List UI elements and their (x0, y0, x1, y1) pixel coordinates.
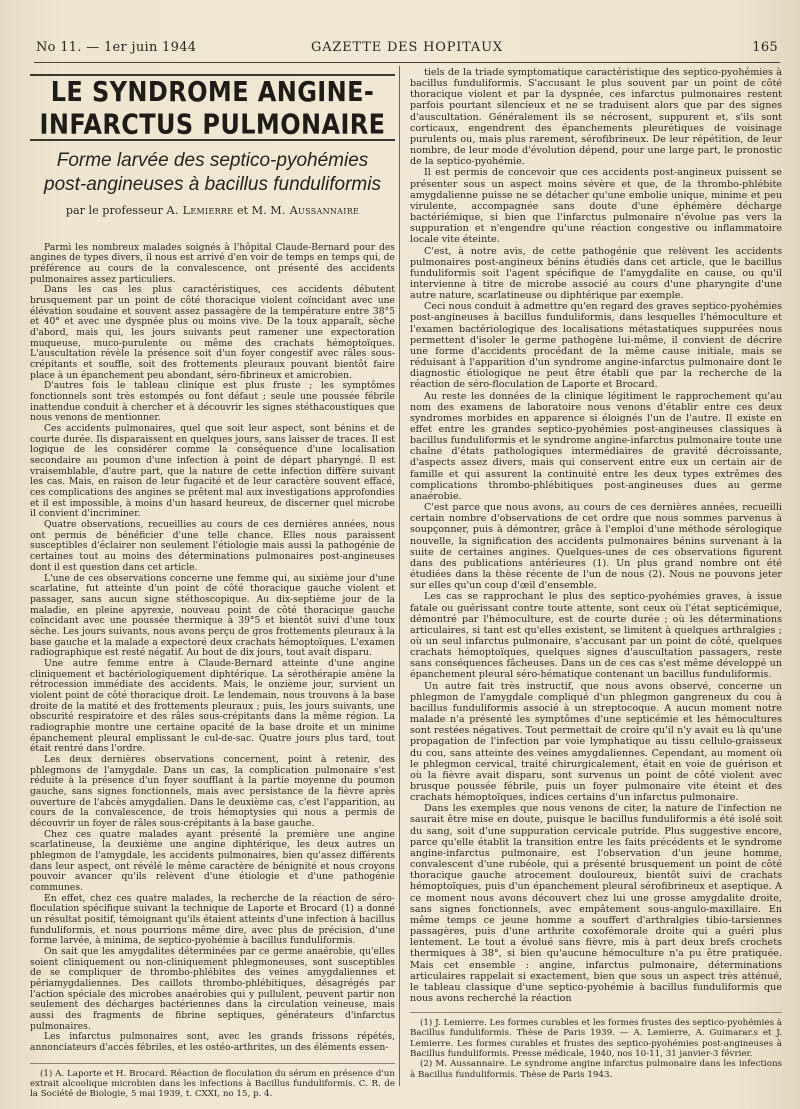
paragraph: Les cas se rapprochant le plus des septico-pyohémies graves, à issue fatale ou guérissant contre toute attente, sont ceux où l'état septicémique, démontré par l'hémoculture, est de courte durée ; où les déterminations articulaires, si tant est qu'elles existent, se limitent à quelques arthralgies ; où un seul infarctus pulmonaire, s'accusant par un point de côté, quelques crachats hémoptoïques, quelques signes d'auscultation passagers, reste sans conséquences fâcheuses. Dans un de ces cas s'est même développé un épanchement pleural séro-hématique contenant un bacillus funduliformis. (410, 591, 782, 681)
right-column (410, 67, 782, 1080)
paragraph: Ces accidents pulmonaires, quel que soit leur aspect, sont bénins et de courte durée. Ils disparaissent en quelques jours, sans laisser de traces. Il est logique de les considérer comme la conséquence d'une localisation secondaire au poumon d'une infection à point de départ pharyngé. Il est vraisemblable, d'autre part, que la nature de cette infection diffère suivant les cas. Mais, en raison de leur fugacité et de leur caractère souvent effacé, ces complications des angines se prêtent mal aux investigations approfondies et il est impossible, à moins d'un hasard heureux, de discerner quel microbe il convient d'incriminer. (30, 423, 395, 520)
subtitle-line-2: post-angineuses à bacillus funduliformis (44, 174, 381, 195)
paragraph: En effet, chez ces quatre malades, la recherche de la réaction de séro-floculation spécifique suivant la technique de Laporte et Brocard (1) a donné un résultat positif, témoignant qu'ils étaient atteints d'une infection à bacillus funduliformis, et nous pourrions même dire, avec plus de précision, d'une forme larvée, à minima, de septico-pyohémie à bacillus funduliformis. (30, 892, 395, 947)
journal-name: GAZETTE DES HOPITAUX (311, 40, 503, 55)
left-column (30, 70, 395, 1100)
left-body-text (30, 243, 395, 1054)
footnote: (1) J. Lemierre. Les formes curables et les formes frustes des septico-pyohémies à Bacillus funduliformis. Thèse de Paris 1939. — A. Lemierre, A. Guimarar.s et J. Lemierre. Les formes curables et frustes des septico-pyohémies post-angineuses à Bacillus funduliformis. Presse médicale, 1940, nos 10-11, 31 janvier-3 février. (410, 1018, 782, 1060)
paragraph: Dans les exemples que nous venons de citer, la nature de l'infection ne saurait être mise en doute, puisque le bacillus funduliformis a été isolé soit du sang, soit d'une suppuration cervicale putride. Plus suggestive encore, parce qu'elle établit la transition entre les faits précédents et le syndrome angine-infarctus pulmonaire, est l'observation d'un jeune homme, convalescent d'une rubéole, qui a présenté brusquement un point de côté thoracique gauche atrocement douloureux, bientôt suivi de crachats hémoptoïques, puis d'un épanchement pleural sérofibrineux et aseptique. A ce moment nous avons découvert chez lui une grosse amygdalite droite, sans signes fonctionnels, avec empâtement sous-angulo-maxillaire. En même temps ce jeune homme a souffert d'arthralgies tibio-tarsiennes passagères, puis d'une arthrite coxofémorale droite qui a guéri plus lentement. Le tout a évolué sans fièvre, mis à part deux brefs crochets thermiques à 38°, si bien qu'aucune hémoculture n'a pu être pratiquée. Mais cet ensemble : angine, infarctus pulmonaire, déterminations articulaires rappelait si exactement, bien que sous un aspect très atténué, le tableau classique d'une septico-pyohémie à bacillus funduliformis que nous avons recherché la réaction (410, 803, 782, 1004)
paragraph: Quatre observations, recueillies au cours de ces dernières années, nous ont permis de bénéficier d'une telle chance. Elles nous paraissent susceptibles d'éclairer non seulement l'étiologie mais aussi la pathogénie de certaines tout au moins des déterminations pulmonaires post-angineuses dont il est question dans cet article. (30, 519, 395, 573)
paragraph: L'une de ces observations concerne une femme qui, au sixième jour d'une scarlatine, fut atteinte d'un point de côté thoracique gauche violent et passager, sans aucun signe stéthoscopique. Au dix-septième jour de la maladie, en pleine apyrexie, nouveau point de côté thoracique gauche coïncidant avec une poussée thermique à 39°5 et bientôt suivi d'une toux sèche. Les jours suivants, nous avons perçu de gros frottements pleuraux à la base gauche et la malade a expectoré deux crachats hémoptoïques. L'examen radiographique est resté négatif. Au bout de dix jours, tout avait disparu. (30, 572, 395, 659)
byline-author-2: M. Aussannaire (270, 204, 360, 217)
header-rule (34, 62, 780, 63)
paragraph: Une autre femme entre à Claude-Bernard atteinte d'une angine cliniquement et bactériologiquement diphtérique. La sérothérapie amène la rétrocession immédiate des accidents. Mais, le onzième jour, survient un violent point de côté thoracique droit. Le lendemain, nous trouvons à la base droite de la matité et des frottements pleuraux ; puis, les jours suivants, une obscurité respiratoire et des râles sous-crépitants dans la même région. La radiographie montre une certaine opacité de la base droite et un minime épanchement pleural emplissant le cul-de-sac. Quatre jours plus tard, tout était rentré dans l'ordre. (30, 657, 395, 755)
byline-prefix: par le professeur (65, 204, 163, 217)
page-header (36, 40, 778, 62)
right-body-text (410, 67, 782, 1004)
paragraph: D'autres fois le tableau clinique est plus fruste ; les symptômes fonctionnels sont très estompés ou font défaut ; seule une poussée fébrile inattendue conduit à chercher et à découvrir les signes stéthacoustiques que nous venons de mentionner. (30, 380, 395, 424)
paragraph: On sait que les amygdalites déterminées par ce germe anaérobie, qu'elles soient cliniquement ou non-cliniquement phlegmoneuses, sont susceptibles de se compliquer de thrombo-phlébites des veines amygdaliennes et périamygdaliennes. Des caillots thrombo-phlébitiques, désagrégés par l'action spéciale des microbes anaérobies qui y pullulent, peuvent partir non seulement des décharges bactériennes dans la circulation veineuse, mais aussi des fragments de fibrine septiques, générateurs d'infarctus pulmonaires. (30, 946, 395, 1032)
paragraph: Il est permis de concevoir que ces accidents post-angineux puissent se présenter sous un aspect moins sévère et que, de la thrombo-phlébite amygdalienne puisse ne se détacher qu'une embolie unique, minime et peu virulente, accompagnée sans doute d'une éphémère décharge bactériémique, si bien que l'infarctus pulmonaire n'évolue pas vers la suppuration et n'engendre qu'une réaction congestive ou inflammatoire locale vite éteinte. (410, 167, 782, 246)
title-box (30, 74, 395, 141)
subtitle-line-1: Forme larvée des septico-pyohémies (56, 150, 369, 171)
footnote: (2) M. Aussannaire. Le syndrome angine infarctus pulmonaire dans les infections à Bacillus funduliformis. Thèse de Paris 1943. (410, 1059, 782, 1080)
article-title: LE SYNDROME ANGINE-INFARCTUS PULMONAIRE (39, 75, 386, 141)
paragraph: Dans les cas les plus caractéristiques, ces accidents débutent brusquement par un point de côté thoracique violent coïncidant avec une élévation soudaine et souvent assez passagère de la température entre 38°5 et 40° et avec une dyspnée plus ou moins vive. De la toux apparaît, sèche d'abord, mais qui, les jours suivants peut ramener une expectoration muqueuse, muco-purulente ou même des crachats hémoptoïques. L'auscultation révèle la présence soit d'un foyer congestif avec râles sous-crépitants et souffle, soit des frottements pleuraux pouvant bientôt faire place à un épanchement peu abondant, séro-fibrineux et amicrobien. (30, 284, 395, 381)
byline-author-1: A. Lemierre (166, 204, 234, 217)
page-number: 165 (752, 40, 778, 55)
paragraph: Ceci nous conduit à admettre qu'en regard des graves septico-pyohémies post-angineuses à bacillus funduliformis, dans lesquelles l'hémoculture et l'examen bactériologique des localisations métastatiques suppurées nous permettent d'isoler le germe pathogène lui-même, il convient de décrire une forme d'accidents procédant de la même cause initiale, mais se réduisant à l'apparition d'un syndrome angine-infarctus pulmonaire dont le diagnostic étiologique ne peut être établi que par la recherche de la réaction de séro-floculation de Laporte et Brocard. (410, 301, 782, 391)
paragraph: C'est parce que nous avons, au cours de ces dernières années, recueilli certain nombre d'observations de cet ordre que nous sommes parvenus à soupçonner, puis à démontrer, grâce à l'emploi d'une méthode sérologique nouvelle, la signification des accidents pulmonaires bénins survenant à la suite de certaines angines. Quelques-unes de ces observations figurent dans des publications antérieures (1). Un plus grand nombre ont été étudiées dans la thèse récente de l'un de nous (2). Nous ne pouvons jeter sur elles qu'un coup d'œil d'ensemble. (410, 502, 782, 592)
article-subtitle (30, 149, 395, 197)
right-footnotes (410, 1012, 782, 1080)
paragraph: Chez ces quatre malades ayant présenté la première une angine scarlatineuse, la deuxième une angine diphtérique, les deux autres un phlegmon de l'amygdale, les accidents pulmonaires, bien qu'assez différents dans leur aspect, ont révélé le même caractère de bénignité et nous croyons pouvoir avancer qu'ils relèvent d'une étiologie et d'une pathogénie communes. (30, 828, 395, 893)
footnote: (1) A. Laporte et H. Brocard. Réaction de floculation du sérum en présence d'un extrait alcoolique microbien dans les infections à Bacillus funduliformis. C. R. de la Société de Biologie, 5 mai 1939, t. CXXI, no 15, p. 4. (30, 1068, 395, 1100)
paragraph: Les deux dernières observations concernent, point à retenir, des phlegmons de l'amygdale. Dans un cas, la complication pulmonaire s'est réduite à la présence d'un foyer soufflant à la partie moyenne du poumon gauche, sans signes fonctionnels, mais avec persistance de la fièvre après ouverture de l'abcès amygdalien. Dans le deuxième cas, c'est l'apparition, au cours de la convalescence, de trois hémoptysies qui nous a permis de découvrir un foyer de râles sous-crépitants à la base gauche. (30, 753, 395, 829)
byline-conj: et M. (236, 204, 267, 217)
paragraph: C'est, à notre avis, de cette pathogénie que relèvent les accidents pulmonaires post-angineux bénins étudiés dans cet article, que le bacillus funduliformis soit l'agent spécifique de l'amygdalite en cause, ou qu'il intervienne à titre de microbe associé au cours d'une pharyngite d'une autre nature, scarlatineuse ou diphtérique par exemple. (410, 245, 782, 302)
issue-date: No 11. — 1er juin 1944 (36, 40, 197, 55)
byline (30, 206, 395, 217)
paragraph: tiels de la triade symptomatique caractéristique des septico-pyohémies à bacillus funduliformis. S'accusant le plus souvent par un point de côté thoracique violent et par la dyspnée, ces infarctus pulmonaires restent parfois pourtant silencieux et ne se traduisent alors que par des signes d'auscultation. Généralement ils se nécrosent, suppurent et, s'ils sont corticaux, engendrent des épanchements pleurétiques de voisinage purulents ou, mais plus rarement, sérofibrineux. De leur répétition, de leur nombre, de leur mode d'évolution dépend, pour une large part, le pronostic de la septico-pyohémie. (410, 67, 782, 168)
paragraph: Au reste les données de la clinique légitiment le rapprochement qu'au nom des examens de laboratoire nous venons d'établir entre ces deux syndromes morbides en apparence si éloignés l'un de l'autre. Il existe en effet entre les grandes septico-pyohémies post-angineuses classiques à bacillus funduliformis et le syndrome angine-infarctus pulmonaire toute une chaîne d'états pathologiques intermédiaires de gravité décroissante, d'aspects assez divers, mais qui conservent entre eux un certain air de famille et qui assurent la continuité entre les deux types extrêmes des complications thrombo-phlébitiques post-angineuses dues au germe anaérobie. (410, 390, 782, 502)
left-footnotes (30, 1063, 395, 1100)
paragraph: Parmi les nombreux malades soignés à l'hôpital Claude-Bernard pour des angines de types divers, il nous est arrivé d'en voir de temps en temps qui, de préférence au cours de la convalescence, ont présenté des accidents pulmonaires assez particuliers. (30, 241, 395, 285)
column-divider (399, 66, 400, 1086)
paragraph: Un autre fait très instructif, que nous avons observé, concerne un phlegmon de l'amygdale compliqué d'un phlegmon gangreneux du cou à bacillus funduliformis associé à un streptocoque. A aucun moment notre malade n'a présenté les symptômes d'une septicémie et les hémocultures sont restées négatives. Tout permettait de croire qu'il n'y avait eu là qu'une propagation de l'infection par voie lymphatique au tissu cellulo-graisseux du cou, sans atteinte des veines amygdaliennes. Cependant, au moment où le phlegmon cervical, traité chirurgicalement, était en voie de guérison et où la fièvre avait disparu, sont survenus un point de côté violent avec brusque poussée fébrile, puis un foyer pulmonaire vite éteint et des crachats hémoptoïques, indices certains d'un infarctus pulmonaire. (410, 680, 782, 804)
paragraph: Les infarctus pulmonaires sont, avec les grands frissons répétés, annonciateurs d'accès fébriles, et les ostéo-arthrites, un des éléments essen- (30, 1031, 395, 1054)
